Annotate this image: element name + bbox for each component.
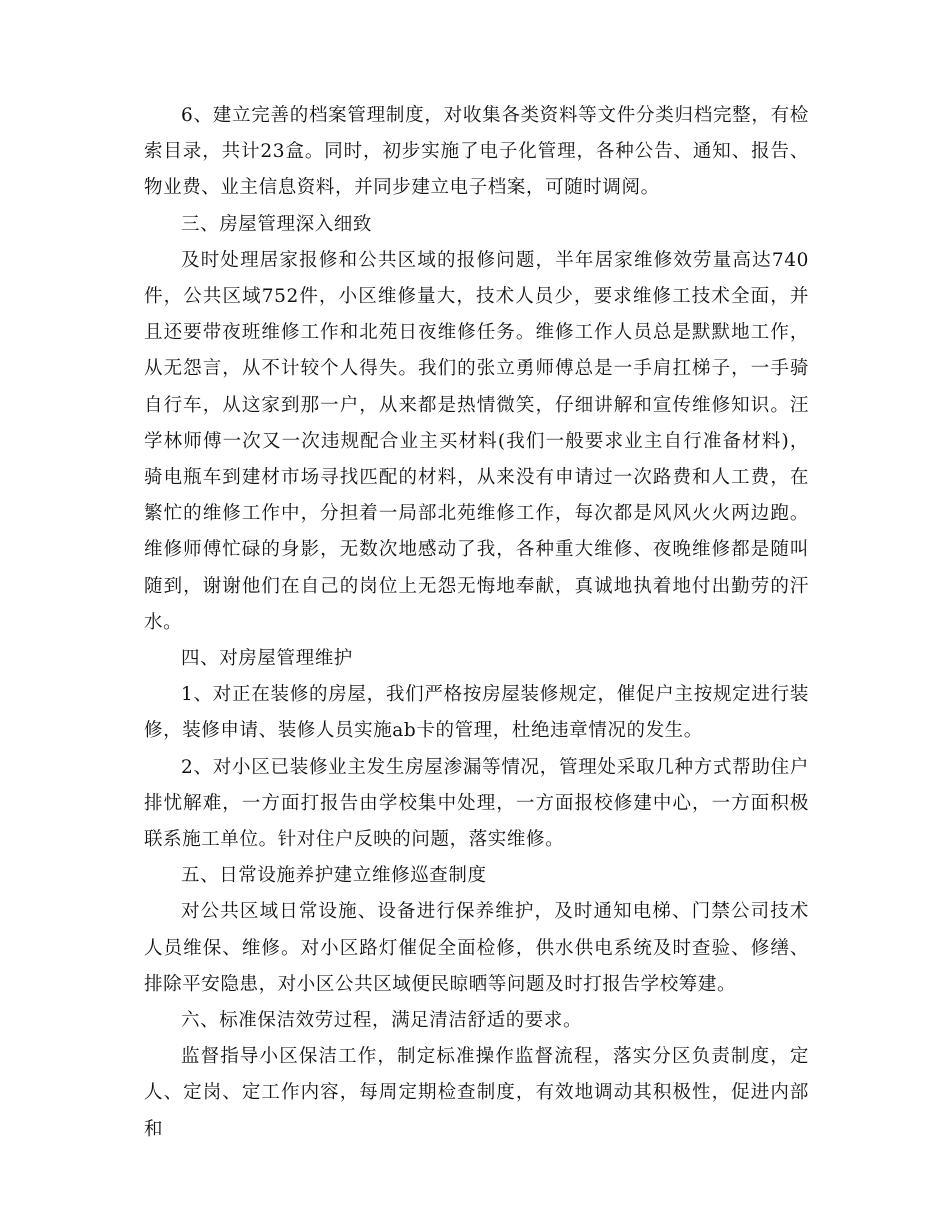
document-body [144, 98, 809, 1148]
paragraph-leak-handling: 2、对小区已装修业主发生房屋渗漏等情况，管理处采取几种方式帮助住户排忧解难，一方面打报告由学校集中处理，一方面报校修建中心，一方面积极联系施工单位。针对住户反映的问题，落实维修。 [144, 756, 809, 851]
paragraph-cleaning-supervision: 监督指导小区保洁工作，制定标准操作监督流程，落实分区负责制度，定人、定岗、定工作内容，每周定期检查制度，有效地调动其积极性，促进内部和 [144, 1046, 809, 1140]
heading-facility-inspection: 五、日常设施养护建立维修巡查制度 [181, 865, 487, 887]
paragraph-renovation-rules: 1、对正在装修的房屋，我们严格按房屋装修规定，催促户主按规定进行装修，装修申请、装修人员实施ab卡的管理，杜绝违章情况的发生。 [144, 684, 809, 742]
paragraph-repair-work: 及时处理居家报修和公共区域的报修问题，半年居家维修效劳量高达740件，公共区域752件，小区维修量大，技术人员少，要求维修工技术全面，并且还要带夜班维修工作和北苑日夜维修任务。维修工作人员总是默默地工作，从无怨言，从不计较个人得失。我们的张立勇师傅总是一手肩扛梯子，一手骑自行车，从这家到那一户，从来都是热情微笑，仔细讲解和宣传维修知识。汪学林师傅一次又一次违规配合业主买材料(我们一般要求业主自行准备材料)，骑电瓶车到建材市场寻找匹配的材料，从来没有申请过一次路费和人工费，在繁忙的维修工作中，分担着一局部北苑维修工作，每次都是风风火火两边跑。维修师傅忙碌的身影，无数次地感动了我，各种重大维修、夜晚维修都是随叫随到，谢谢他们在自己的岗位上无怨无悔地奉献，真诚地执着地付出勤劳的汗水。 [144, 249, 809, 633]
paragraph-archive-management: 6、建立完善的档案管理制度，对收集各类资料等文件分类归档完整，有检索目录，共计23盒。同时，初步实施了电子化管理，各种公告、通知、报告、物业费、业主信息资料，并同步建立电子档案，可随时调阅。 [144, 105, 809, 199]
paragraph-facility-maintenance: 对公共区域日常设施、设备进行保养维护，及时通知电梯、门禁公司技术人员维保、维修。对小区路灯催促全面检修，供水供电系统及时查验、修缮、排除平安隐患，对小区公共区域便民晾晒等问题及时打报告学校筹建。 [144, 901, 809, 995]
heading-house-management: 三、房屋管理深入细致 [181, 213, 373, 235]
heading-house-maintenance: 四、对房屋管理维护 [181, 648, 353, 670]
heading-cleaning-standards: 六、标准保洁效劳过程，满足清洁舒适的要求。 [181, 1010, 583, 1032]
